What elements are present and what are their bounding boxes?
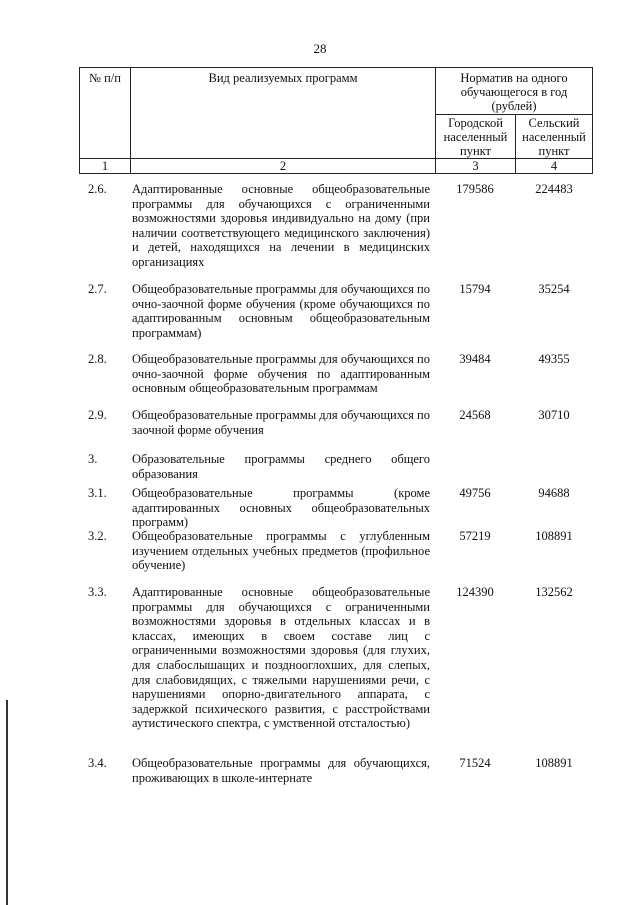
row-city-value: 49756 <box>459 486 491 500</box>
row-rural-value: 30710 <box>538 408 570 422</box>
row-rural-value: 108891 <box>535 756 573 770</box>
row-number: 2.8. <box>88 352 107 366</box>
header-col-norm: Норматив на одного обучающегося в год (рублей) <box>436 68 593 115</box>
row-program-type: Общеобразовательные программы для обучающихся по заочной форме обучения <box>132 408 430 437</box>
row-program-type: Адаптированные основные общеобразовательные программы для обучающихся с ограниченными возможностями здоровья индивидуально на дому (при наличии соответствующего медицинского заключения) и детей, находящихся на лечении в медицинских организациях <box>132 182 430 269</box>
row-city-value: 15794 <box>459 282 491 296</box>
row-program-type: Общеобразовательные программы (кроме адаптированных основных общеобразовательных программ) <box>132 486 430 530</box>
row-program-type: Образовательные программы среднего общего образования <box>132 452 430 481</box>
header-col-num: № п/п <box>80 68 131 159</box>
row-city-value: 39484 <box>459 352 491 366</box>
col-index-1: 1 <box>80 159 131 174</box>
row-city-value: 124390 <box>456 585 494 599</box>
row-number: 2.7. <box>88 282 107 296</box>
scan-margin-line <box>6 700 8 905</box>
row-number: 3.3. <box>88 585 107 599</box>
row-city-value: 57219 <box>459 529 491 543</box>
row-rural-value: 108891 <box>535 529 573 543</box>
row-rural-value: 132562 <box>535 585 573 599</box>
row-rural-value: 49355 <box>538 352 570 366</box>
row-program-type: Общеобразовательные программы для обучающихся по очно-заочной форме обучения по адаптированным основным общеобразовательным программам <box>132 352 430 396</box>
row-program-type: Общеобразовательные программы для обучающихся, проживающих в школе-интернате <box>132 756 430 785</box>
row-program-type: Адаптированные основные общеобразовательные программы для обучающихся с ограниченными возможностями здоровья в отдельных классах и в классах, имеющих в своем составе лиц с ограниченными возможностями здоровья (для глухих, для слабослышащих и позднооглохших, для слепых, для слабовидящих, с тяжелыми нарушениями речи, с нарушениями опорно-двигательного аппарата, с задержкой психического развития, с расстройствами аутистического спектра, с умственной отсталостью) <box>132 585 430 731</box>
header-col-city: Городской населенный пункт <box>436 115 516 159</box>
page-number: 28 <box>313 41 327 56</box>
row-rural-value: 94688 <box>538 486 570 500</box>
row-rural-value: 35254 <box>538 282 570 296</box>
header-col-type: Вид реализуемых программ <box>131 68 436 159</box>
row-city-value: 24568 <box>459 408 491 422</box>
row-number: 2.6. <box>88 182 107 196</box>
row-city-value: 71524 <box>459 756 491 770</box>
row-number: 3. <box>88 452 98 466</box>
row-program-type: Общеобразовательные программы для обучающихся по очно-заочной форме обучения (кроме обучающихся по адаптированным основным общеобразовательным программам) <box>132 282 430 340</box>
row-city-value: 179586 <box>456 182 494 196</box>
row-number: 3.4. <box>88 756 107 770</box>
row-number: 2.9. <box>88 408 107 422</box>
col-index-3: 3 <box>436 159 516 174</box>
table-header <box>79 67 593 174</box>
row-number: 3.2. <box>88 529 107 543</box>
row-program-type: Общеобразовательные программы с углубленным изучением отдельных учебных предметов (профильное обучение) <box>132 529 430 573</box>
col-index-4: 4 <box>516 159 593 174</box>
col-index-2: 2 <box>131 159 436 174</box>
header-col-rural: Сельский населенный пункт <box>516 115 593 159</box>
row-rural-value: 224483 <box>535 182 573 196</box>
row-number: 3.1. <box>88 486 107 500</box>
